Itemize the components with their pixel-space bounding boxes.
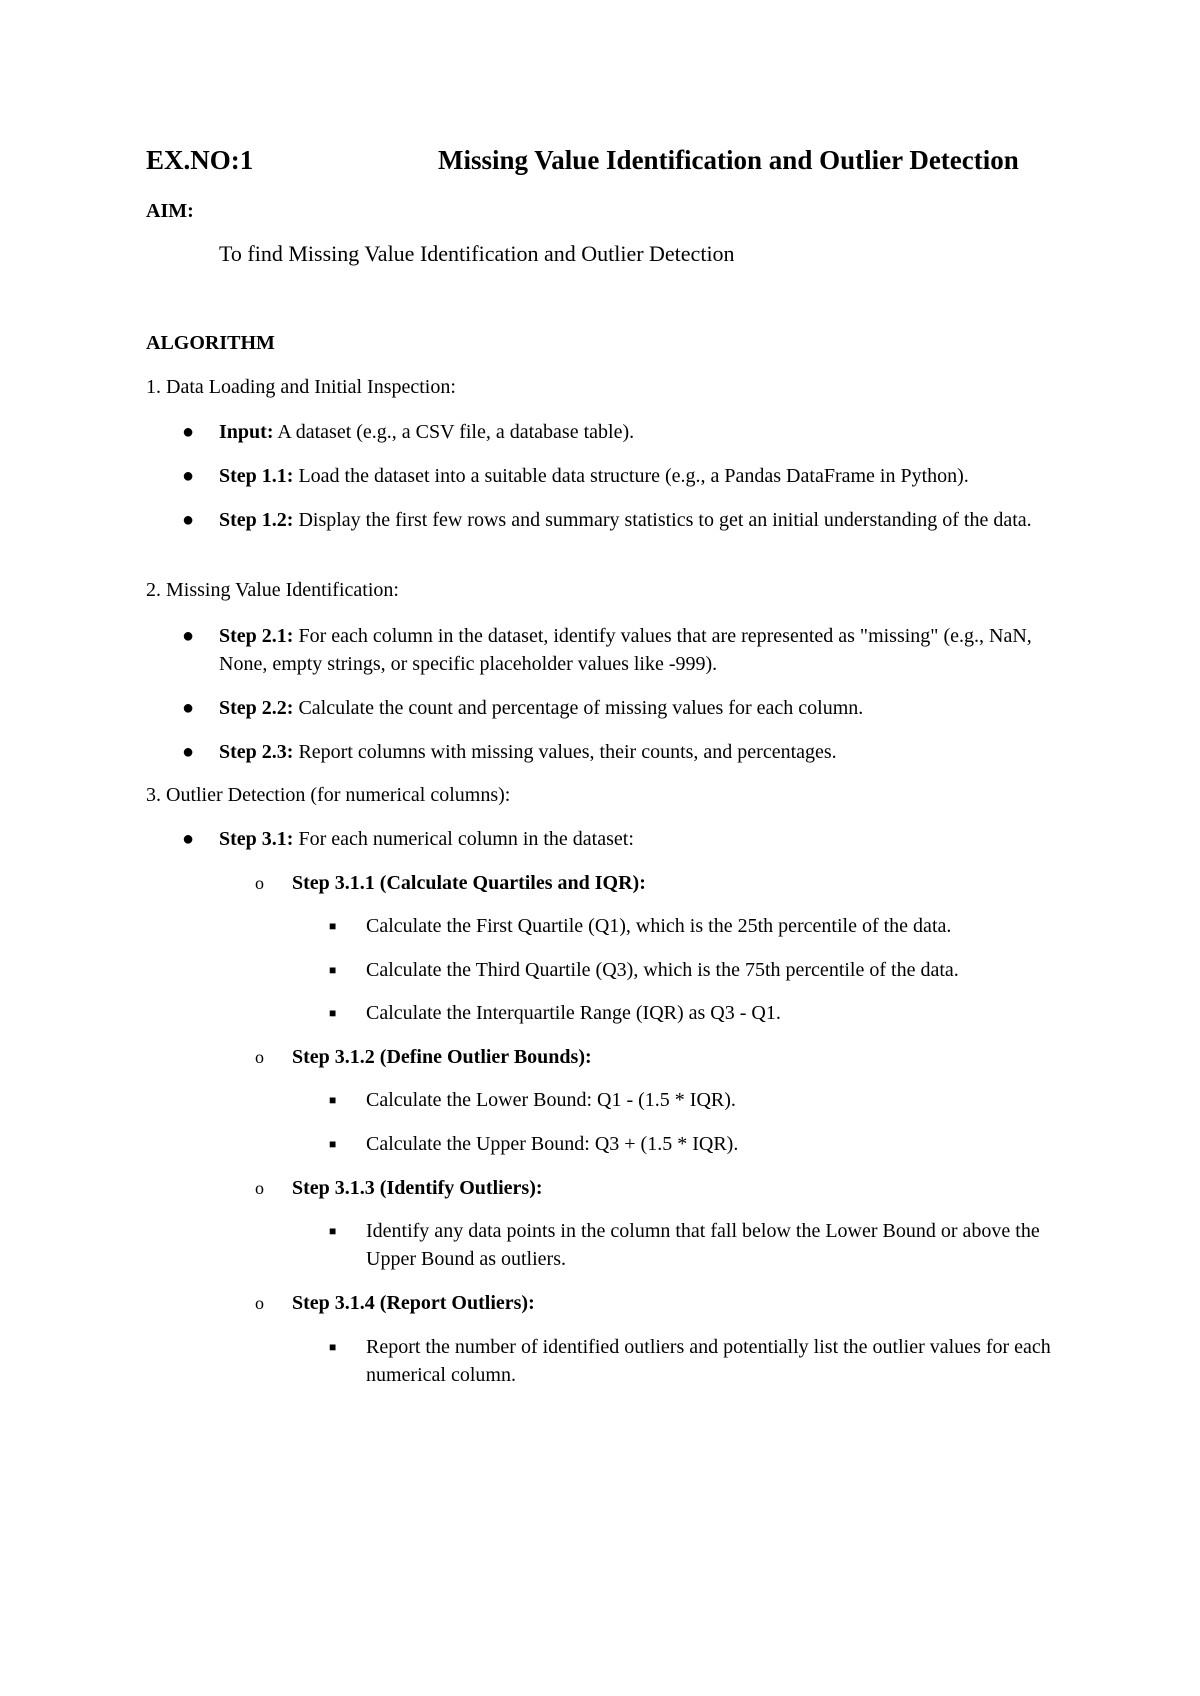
square-bullet-icon: ■ (329, 1093, 337, 1107)
section-title: 3. Outlier Detection (for numerical columns): (146, 784, 511, 806)
item-text: A dataset (e.g., a CSV file, a database table). (273, 421, 635, 443)
section-title: 2. Missing Value Identification: (146, 579, 399, 601)
item-text: For each numerical column in the dataset: (293, 828, 634, 850)
point-text: Report the number of identified outliers and potentially list the outlier values for each numerical column. (366, 1336, 1051, 1386)
square-bullet-icon: ■ (329, 1224, 337, 1238)
item-text: For each column in the dataset, identify values that are represented as "missing" (e.g., NaN, None, empty strings, or specific placeholder values like -999). (219, 625, 1032, 675)
item-label: Step 3.1: (219, 828, 294, 850)
aim-heading: AIM: (146, 200, 194, 222)
circle-bullet-icon: o (255, 1293, 264, 1313)
circle-bullet-icon: o (255, 1047, 264, 1067)
section-title: 1. Data Loading and Initial Inspection: (146, 376, 456, 398)
square-bullet-icon: ■ (329, 919, 337, 933)
circle-bullet-icon: o (255, 873, 264, 893)
bullet-icon: ● (182, 421, 195, 443)
item-text: Display the first few rows and summary statistics to get an initial understanding of the data. (293, 509, 1032, 531)
item-label: Step 2.1: (219, 625, 294, 647)
algorithm-heading: ALGORITHM (146, 332, 275, 354)
item-text: Calculate the count and percentage of missing values for each column. (293, 697, 864, 719)
item-text: Report columns with missing values, their counts, and percentages. (293, 741, 837, 763)
point-text: Identify any data points in the column that fall below the Lower Bound or above the Upper Bound as outliers. (366, 1220, 1040, 1270)
bullet-icon: ● (182, 828, 195, 850)
square-bullet-icon: ■ (329, 1006, 337, 1020)
item-text: Load the dataset into a suitable data structure (e.g., a Pandas DataFrame in Python). (293, 465, 969, 487)
bullet-icon: ● (182, 625, 195, 647)
circle-bullet-icon: o (255, 1178, 264, 1198)
point-text: Calculate the Upper Bound: Q3 + (1.5 * IQR). (366, 1133, 739, 1155)
substep-label: Step 3.1.4 (Report Outliers): (292, 1292, 535, 1314)
item-label: Step 1.2: (219, 509, 294, 531)
square-bullet-icon: ■ (329, 1340, 337, 1354)
point-text: Calculate the First Quartile (Q1), which is the 25th percentile of the data. (366, 915, 952, 937)
substep-label: Step 3.1.1 (Calculate Quartiles and IQR): (292, 872, 646, 894)
bullet-icon: ● (182, 741, 195, 763)
square-bullet-icon: ■ (329, 963, 337, 977)
bullet-icon: ● (182, 465, 195, 487)
point-text: Calculate the Third Quartile (Q3), which is the 75th percentile of the data. (366, 959, 959, 981)
square-bullet-icon: ■ (329, 1137, 337, 1151)
item-label: Step 1.1: (219, 465, 294, 487)
document-title: Missing Value Identification and Outlier Detection (438, 145, 1019, 175)
bullet-icon: ● (182, 697, 195, 719)
substep-label: Step 3.1.2 (Define Outlier Bounds): (292, 1046, 592, 1068)
item-label: Step 2.3: (219, 741, 294, 763)
exercise-number: EX.NO:1 (146, 145, 254, 175)
bullet-icon: ● (182, 509, 195, 531)
item-label: Input: (219, 421, 274, 443)
point-text: Calculate the Interquartile Range (IQR) as Q3 - Q1. (366, 1002, 781, 1024)
item-label: Step 2.2: (219, 697, 294, 719)
aim-text: To find Missing Value Identification and Outlier Detection (219, 241, 735, 266)
point-text: Calculate the Lower Bound: Q1 - (1.5 * IQR). (366, 1089, 736, 1111)
substep-label: Step 3.1.3 (Identify Outliers): (292, 1177, 543, 1199)
